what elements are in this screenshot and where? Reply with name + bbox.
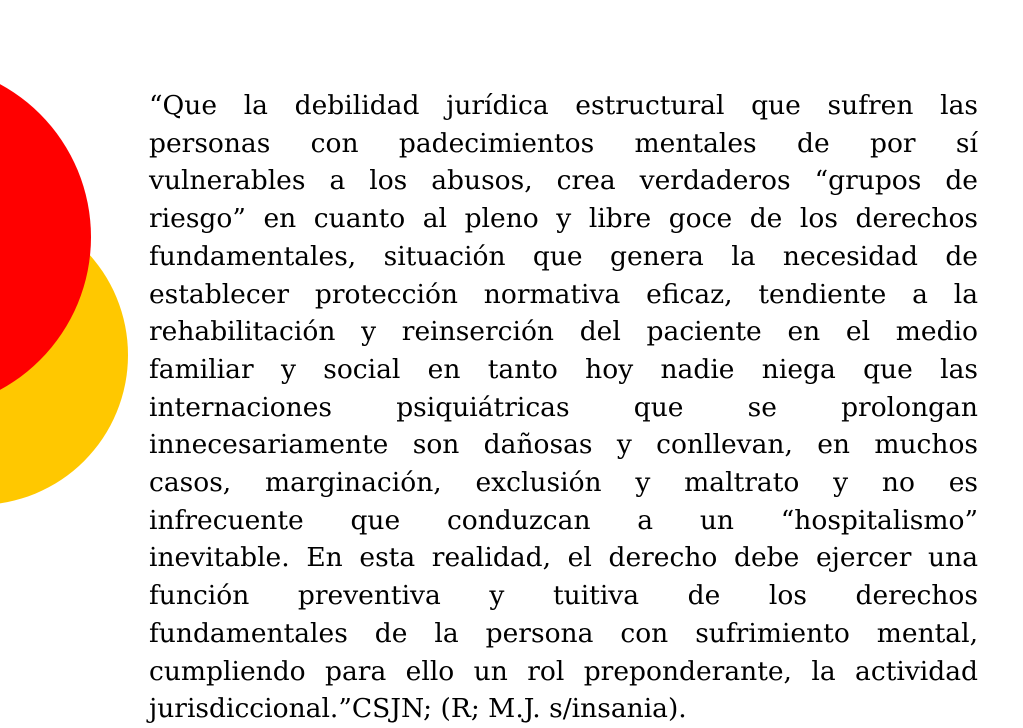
quote-line-citation: jurisdiccional.”CSJN; (R; M.J. s/insania). (149, 693, 687, 725)
quote-line: establecer protección normativa eficaz, tendiente a la (149, 278, 978, 310)
quote-line: internaciones psiquiátricas que se prolongan (149, 391, 978, 423)
quote-line: función preventiva y tuitiva de los derechos (149, 580, 978, 612)
quote-line: inevitable. En esta realidad, el derecho debe ejercer una (149, 542, 978, 574)
quote-line: familiar y social en tanto hoy nadie niega que las (149, 353, 978, 385)
quote-line: cumpliendo para ello un rol preponderante, la actividad (149, 655, 978, 687)
quote-line: fundamentales de la persona con sufrimiento mental, (149, 617, 978, 649)
quote-line: personas con padecimientos mentales de por sí (149, 127, 978, 159)
quote-line: casos, marginación, exclusión y maltrato y no es (149, 467, 978, 499)
quote-line: “Que la debilidad jurídica estructural que sufren las (149, 90, 978, 121)
quote-line: riesgo” en cuanto al pleno y libre goce de los derechos (149, 203, 978, 235)
quote-line: infrecuente que conduzcan a un “hospitalismo” (149, 504, 978, 536)
quote-text-block (149, 87, 978, 728)
quote-line: fundamentales, situación que genera la necesidad de (149, 240, 978, 272)
quote-line: vulnerables a los abusos, crea verdaderos “grupos de (149, 165, 978, 197)
quote-line: rehabilitación y reinserción del paciente en el medio (149, 316, 978, 348)
quote-line: innecesariamente son dañosas y conllevan, en muchos (149, 429, 978, 461)
